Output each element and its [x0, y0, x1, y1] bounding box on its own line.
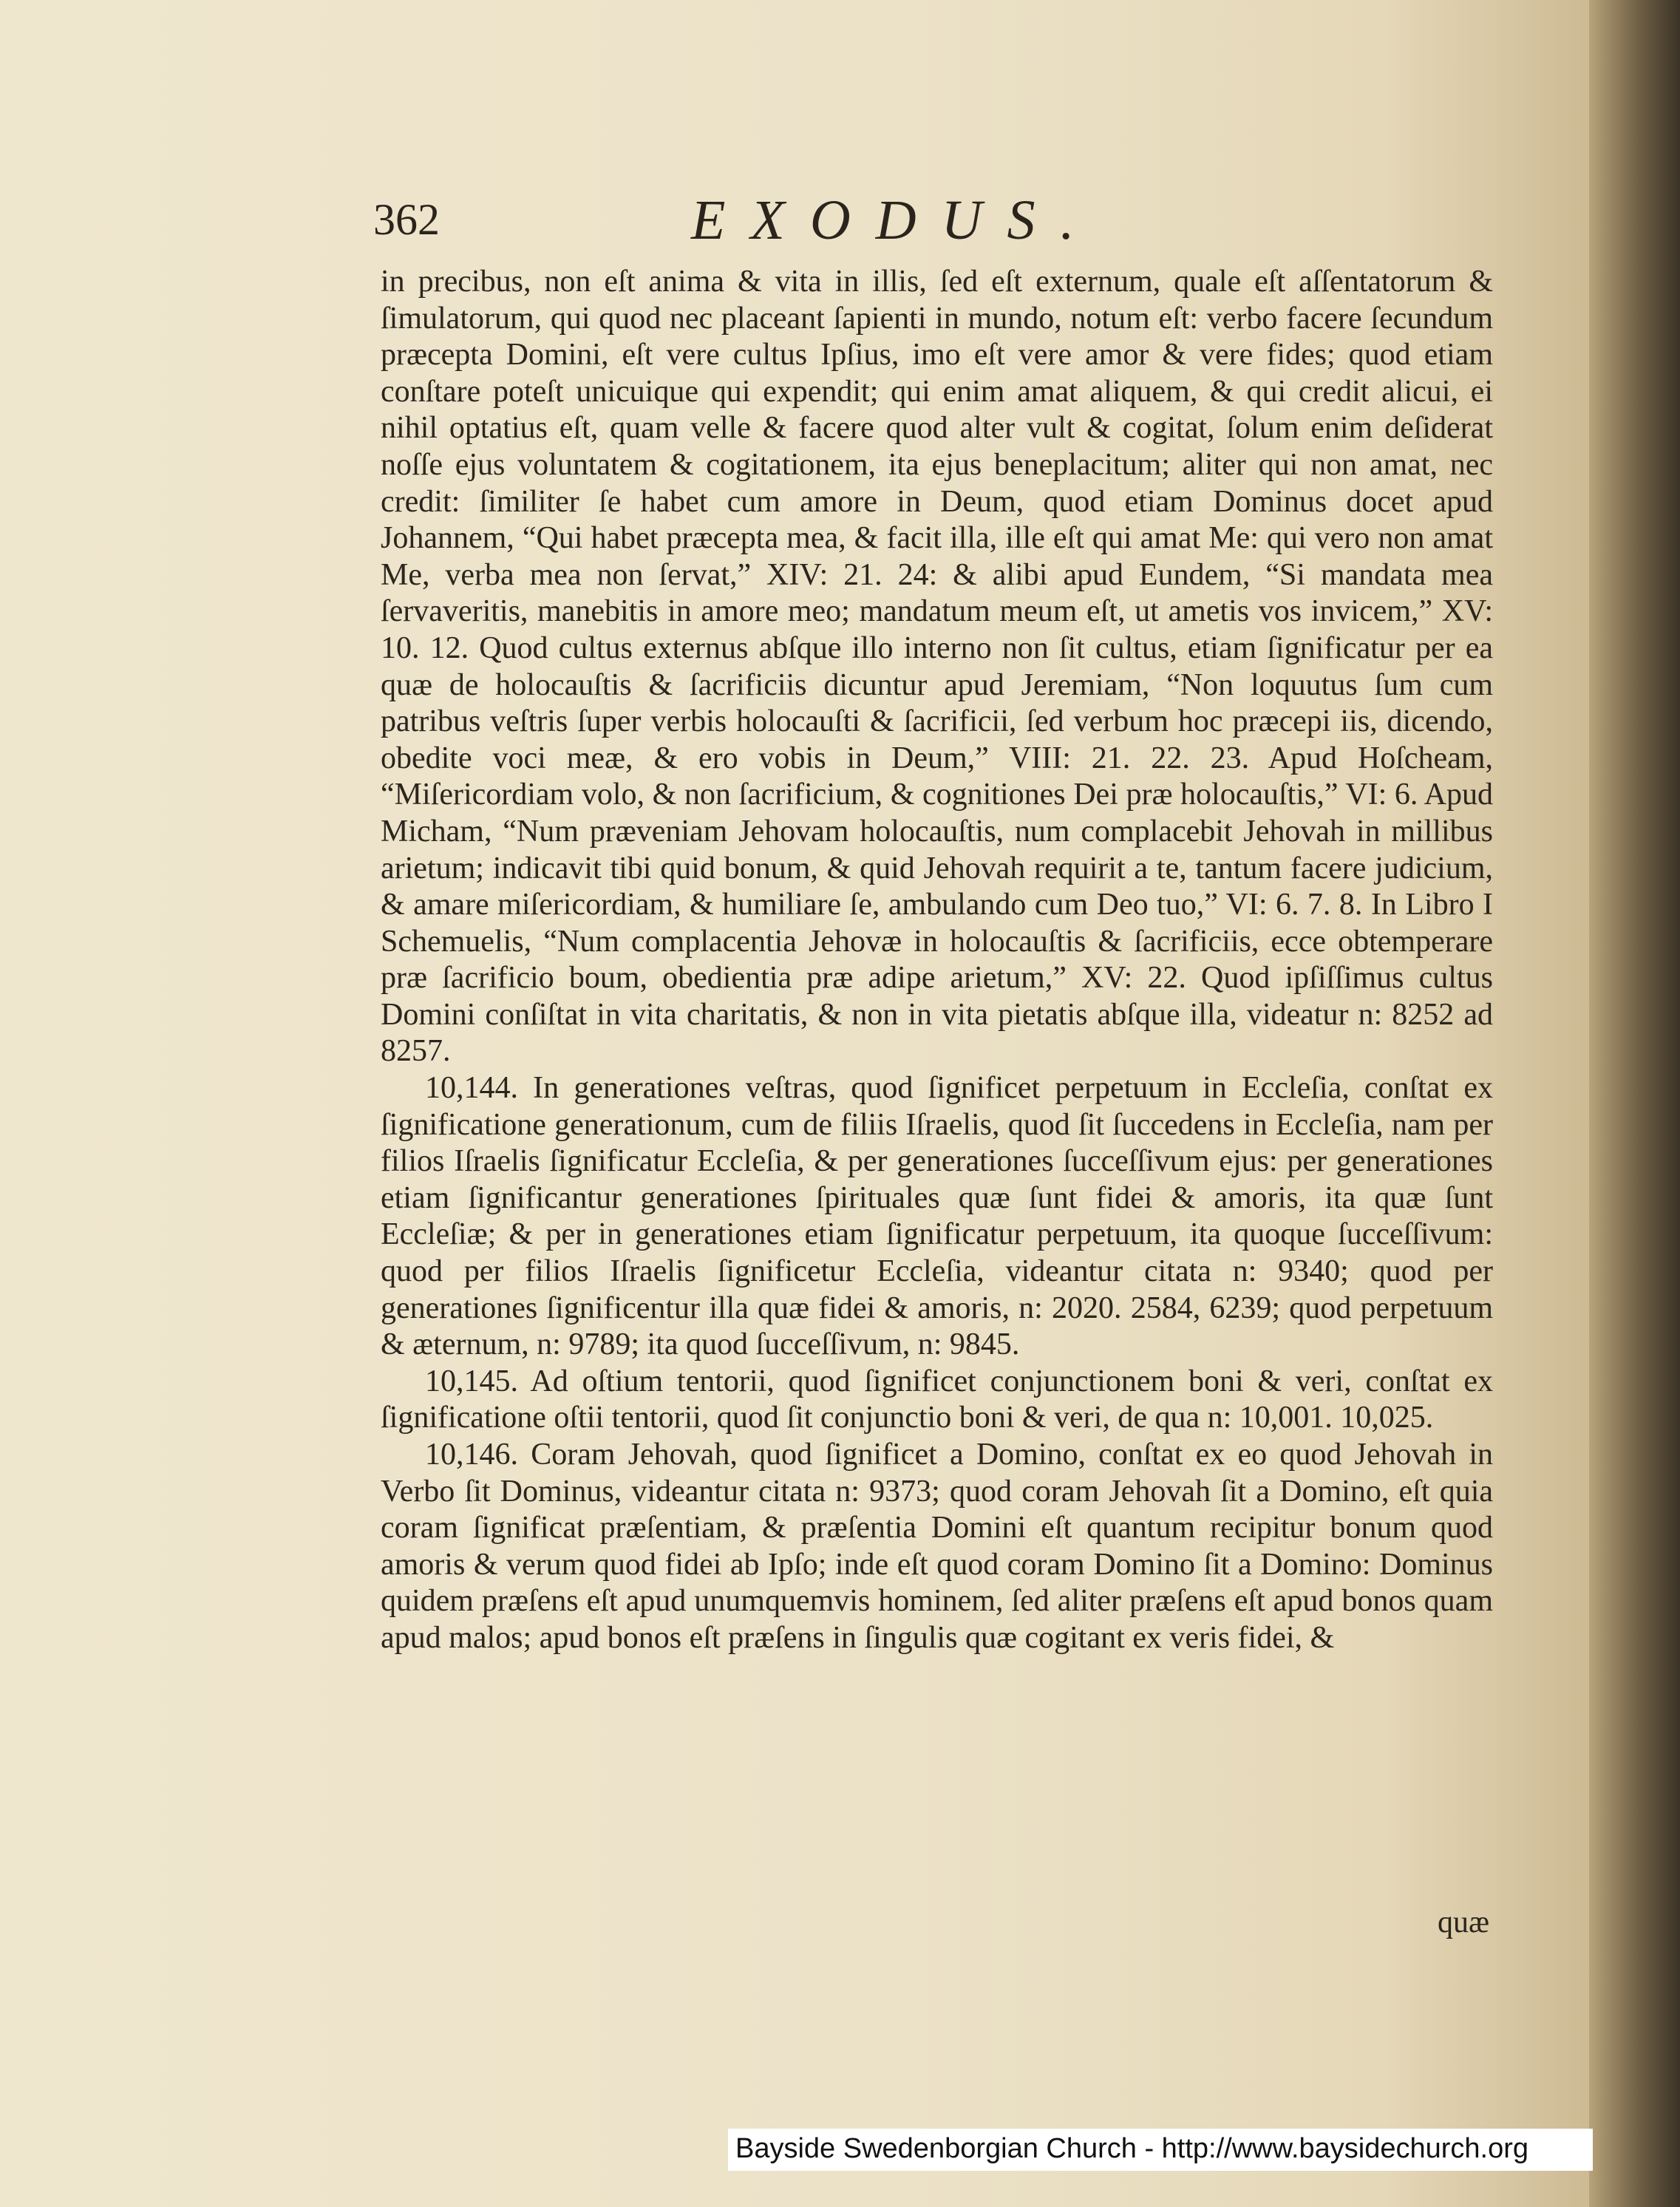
book-spine-shadow: [1589, 0, 1680, 2207]
paragraph-continuation: in precibus, non eſt anima & vita in illis, ſed eſt externum, quale eſt aſſentatorum & ſimulatorum, qui quod nec placeant ſapienti in mundo, notum eſt: verbo facere ſecundum præcepta Domini, eſt vere cultus Ipſius, imo eſt vere amor & vere fides; quod etiam conſtare poteſt unicuique qui expendit; qui enim amat aliquem, & qui credit alicui, ei nihil optatius eſt, quam velle & facere quod alter vult & cogitat, ſolum enim deſiderat noſſe ejus voluntatem & cogitationem, ita ejus beneplacitum; aliter qui non amat, nec credit: ſimiliter ſe habet cum amore in Deum, quod etiam Dominus docet apud Johannem, “Qui habet præcepta mea, & facit illa, ille eſt qui amat Me: qui vero non amat Me, verba mea non ſervat,” XIV: 21. 24: & alibi apud Eundem, “Si mandata mea ſervaveritis, manebitis in amore meo; mandatum meum eſt, ut ametis vos invicem,” XV: 10. 12. Quod cultus externus abſque illo interno non ſit cultus, etiam ſignificatur per ea quæ de holocauſtis & ſacrificiis dicuntur apud Jeremiam, “Non loquutus ſum cum patribus veſtris ſuper verbis holocauſti & ſacrificii, ſed verbum hoc præcepi iis, dicendo, obedite voci meæ, & ero vobis in Deum,” VIII: 21. 22. 23. Apud Hoſcheam, “Miſericordiam volo, & non ſacrificium, & cognitiones Dei præ holocauſtis,” VI: 6. Apud Micham, “Num præveniam Jehovam holocauſtis, num complacebit Jehovah in millibus arietum; indicavit tibi quid bonum, & quid Jehovah requirit a te, tantum facere judicium, & amare miſericordiam, & humiliare ſe, ambulando cum Deo tuo,” VI: 6. 7. 8. In Libro I Schemuelis, “Num complacentia Jehovæ in holocauſtis & ſacrificiis, ecce obtemperare præ ſacrificio boum, obedientia præ adipe arietum,” XV: 22. Quod ipſiſſimus cultus Domini conſiſtat in vita charitatis, & non in vita pietatis abſque illa, videatur n: 8252 ad 8257.: [381, 265, 1493, 1069]
page-header: [373, 188, 1497, 255]
page-number: 362: [373, 195, 440, 244]
body-text: [381, 264, 1493, 1657]
running-title: EXODUS.: [691, 189, 1100, 251]
paragraph-10145: 10,145. Ad oſtium tentorii, quod ſignificet conjunctionem boni & veri, conſtat ex ſignificatione oſtii tentorii, quod ſit conjunctio boni & veri, de qua n: 10,001. 10,025.: [381, 1364, 1493, 1435]
watermark-caption: Bayside Swedenborgian Church - http://www.baysidechurch.org: [728, 2129, 1593, 2171]
paragraph-10144: 10,144. In generationes veſtras, quod ſignificet perpetuum in Eccleſia, conſtat ex ſignificatione generationum, cum de filiis Iſraelis, quod ſit ſuccedens in Eccleſia, nam per filios Iſraelis ſignificatur Eccleſia, & per generationes ſucceſſivum ejus: per generationes etiam ſignificantur generationes ſpirituales quæ ſunt fidei & amoris, ita quæ ſunt Eccleſiæ; & per in generationes etiam ſignificatur perpetuum, ita quoque ſucceſſivum: quod per filios Iſraelis ſignificetur Eccleſia, videantur citata n: 9340; quod per generationes ſignificentur illa quæ fidei & amoris, n: 2020. 2584, 6239; quod perpetuum & æternum, n: 9789; ita quod ſucceſſivum, n: 9845.: [381, 1071, 1493, 1362]
catchword: quæ: [1438, 1905, 1490, 1939]
paragraph-10146: 10,146. Coram Jehovah, quod ſignificet a Domino, conſtat ex eo quod Jehovah in Verbo ſit Dominus, videantur citata n: 9373; quod coram Jehovah ſit a Domino, eſt quia coram ſignificat præſentiam, & præſentia Domini eſt quantum recipitur bonum quod amoris & verum quod fidei ab Ipſo; inde eſt quod coram Domino ſit a Domino: Dominus quidem præſens eſt apud unumquemvis hominem, ſed aliter præſens eſt apud bonos quam apud malos; apud bonos eſt præſens in ſingulis quæ cogitant ex veris fidei, &: [381, 1438, 1493, 1655]
